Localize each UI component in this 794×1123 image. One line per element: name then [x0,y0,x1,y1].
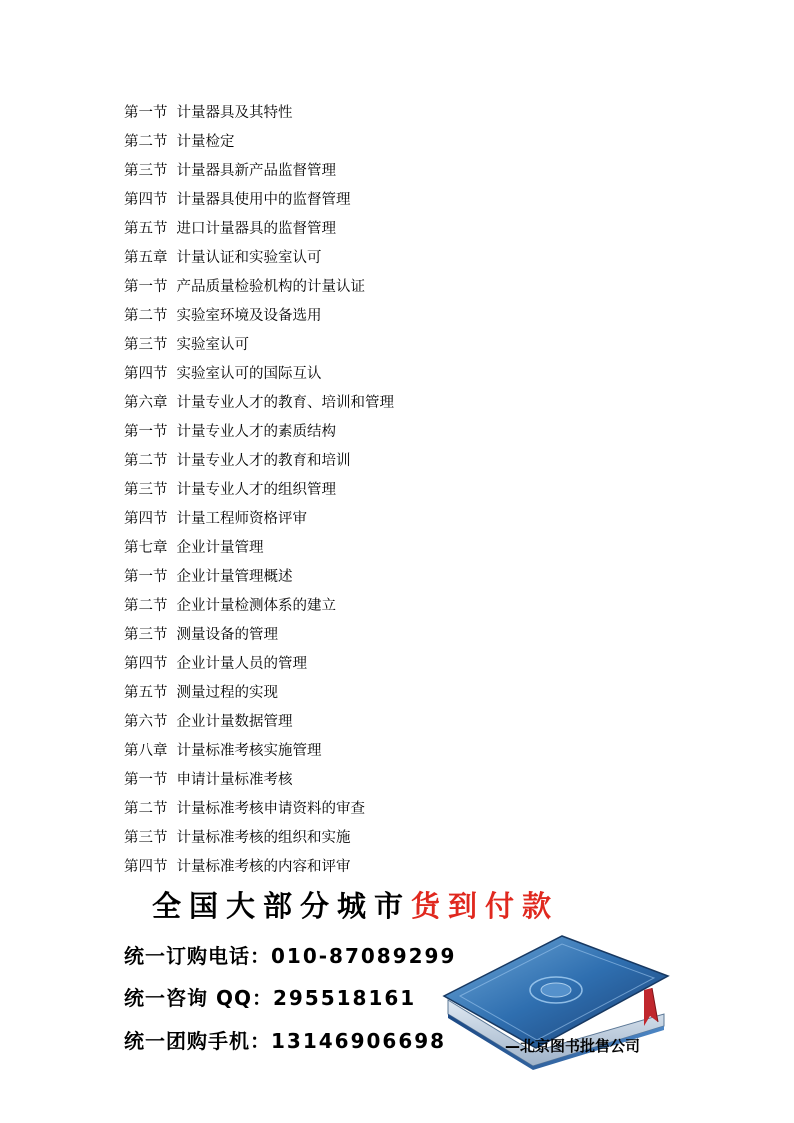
toc-line-label: 第八章 [124,743,168,759]
consult-qq-label: 统一咨询 QQ： [124,986,273,1010]
toc-line-label: 第五节 [124,685,168,701]
toc-line [124,766,684,795]
toc-line-title: 计量标准考核实施管理 [176,743,322,759]
toc-line-label: 第四节 [124,366,168,382]
toc-line-label: 第二节 [124,453,168,469]
toc-line [124,708,684,737]
consult-qq-number: 295518161 [272,986,417,1010]
toc-line-label: 第三节 [124,482,168,498]
consult-qq-line [124,988,416,1008]
toc-line-label: 第六章 [124,395,168,411]
toc-line-title: 计量工程师资格评审 [176,511,307,527]
toc-line [124,592,684,621]
toc-line-title: 进口计量器具的监督管理 [176,221,336,237]
toc-line [124,389,684,418]
order-phone-number: 010-87089299 [271,944,457,968]
toc-line-title: 计量器具使用中的监督管理 [176,192,351,208]
toc-line-label: 第二节 [124,801,168,817]
toc-line [124,215,684,244]
toc-line [124,186,684,215]
toc-line [124,360,684,389]
toc-line-label: 第五章 [124,250,168,266]
toc-line [124,447,684,476]
group-mobile-number: 13146906698 [271,1029,447,1053]
toc-line-label: 第七章 [124,540,168,556]
toc-line-title: 企业计量检测体系的建立 [176,598,336,614]
toc-line [124,418,684,447]
toc-line-title: 计量专业人才的素质结构 [176,424,336,440]
toc-line [124,273,684,302]
ad-headline-black: 全国大部分城市 [152,889,412,923]
toc-line-label: 第四节 [124,656,168,672]
toc-line-label: 第三节 [124,830,168,846]
toc-line [124,302,684,331]
toc-line-title: 实验室认可 [176,337,249,353]
toc-line-label: 第四节 [124,511,168,527]
toc-line-label: 第四节 [124,192,168,208]
toc-line-label: 第六节 [124,714,168,730]
toc-line-title: 实验室认可的国际互认 [176,366,322,382]
group-mobile-line [124,1031,446,1051]
toc-line-label: 第二节 [124,308,168,324]
toc-line-label: 第三节 [124,627,168,643]
toc-line [124,157,684,186]
toc-line [124,650,684,679]
toc-line-label: 第一节 [124,569,168,585]
toc-line-label: 第三节 [124,337,168,353]
company-signature: —北京图书批售公司 [505,1037,641,1055]
toc-line-title: 计量专业人才的教育和培训 [176,453,351,469]
toc-line [124,853,684,882]
toc-line [124,244,684,273]
group-mobile-label: 统一团购手机： [124,1029,271,1053]
toc-line-title: 计量标准考核申请资料的审查 [176,801,365,817]
toc-line-title: 计量专业人才的教育、培训和管理 [176,395,394,411]
order-phone-label: 统一订购电话： [124,944,271,968]
order-phone-line [124,946,456,966]
toc-line-label: 第五节 [124,221,168,237]
toc-line-title: 计量检定 [176,134,235,150]
toc-line-label: 第二节 [124,134,168,150]
toc-line-title: 产品质量检验机构的计量认证 [176,279,365,295]
toc-line-title: 计量器具新产品监督管理 [176,163,336,179]
toc-line-title: 计量认证和实验室认可 [176,250,322,266]
toc-line-label: 第一节 [124,279,168,295]
toc-line-label: 第一节 [124,424,168,440]
toc-line-title: 计量专业人才的组织管理 [176,482,336,498]
toc-line [124,737,684,766]
toc-line-title: 申请计量标准考核 [176,772,293,788]
toc-line [124,621,684,650]
toc-line [124,476,684,505]
table-of-contents [124,99,684,882]
toc-line-title: 企业计量管理 [176,540,264,556]
toc-line [124,679,684,708]
toc-line-title: 计量标准考核的内容和评审 [176,859,351,875]
advertisement-banner [0,880,794,1080]
toc-line-label: 第二节 [124,598,168,614]
toc-line [124,505,684,534]
toc-line-label: 第三节 [124,163,168,179]
toc-line [124,534,684,563]
toc-line-title: 测量设备的管理 [176,627,278,643]
toc-line [124,99,684,128]
toc-line [124,331,684,360]
toc-line [124,563,684,592]
toc-line-title: 实验室环境及设备选用 [176,308,322,324]
toc-line-title: 企业计量人员的管理 [176,656,307,672]
toc-line-label: 第四节 [124,859,168,875]
toc-line-label: 第一节 [124,772,168,788]
toc-line-title: 企业计量管理概述 [176,569,293,585]
toc-line-label: 第一节 [124,105,168,121]
toc-line [124,795,684,824]
toc-line-title: 计量标准考核的组织和实施 [176,830,351,846]
toc-line [124,128,684,157]
toc-line [124,824,684,853]
toc-line-title: 企业计量数据管理 [176,714,293,730]
ad-headline-red: 货到付款 [411,889,560,923]
toc-line-title: 计量器具及其特性 [176,105,293,121]
toc-line-title: 测量过程的实现 [176,685,278,701]
ad-headline [152,889,560,923]
